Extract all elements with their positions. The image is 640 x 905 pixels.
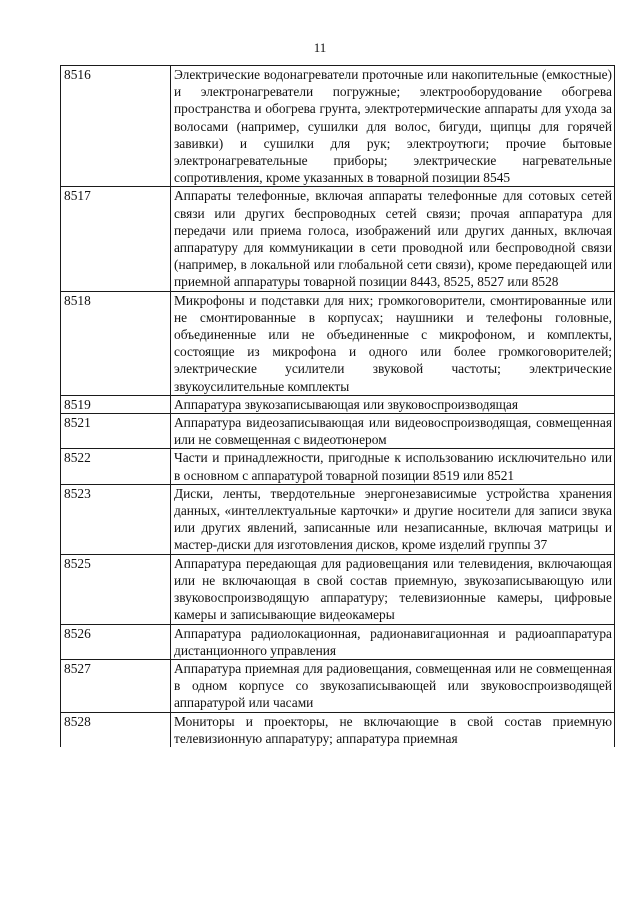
hs-code-cell: 8519: [61, 395, 171, 413]
table-row: [61, 414, 615, 449]
tnved-code-table: [60, 65, 615, 747]
hs-code-cell: 8528: [61, 712, 171, 747]
table-row: [61, 291, 615, 395]
table-row: [61, 624, 615, 659]
description-cell: Аппаратура приемная для радиовещания, совмещенная или не совмещенная в одном корпусе со звукозаписывающей или звуковоспроизводящей аппаратурой или часами: [171, 659, 615, 712]
description-cell: Диски, ленты, твердотельные энергонезависимые устройства хранения данных, «интеллектуальные карточки» и другие носители для записи звука или других явлений, записанные или незаписанные, включая матрицы и мастер-диски для изготовления дисков, кроме изделий группы 37: [171, 484, 615, 554]
description-cell: Мониторы и проекторы, не включающие в свой состав приемную телевизионную аппаратуру; аппаратура приемная: [171, 712, 615, 747]
hs-code-cell: 8518: [61, 291, 171, 395]
hs-code-cell: 8523: [61, 484, 171, 554]
description-cell: Аппаратура радиолокационная, радионавигационная и радиоаппаратура дистанционного управления: [171, 624, 615, 659]
table-row: [61, 187, 615, 291]
hs-code-cell: 8527: [61, 659, 171, 712]
page-number: 11: [313, 40, 327, 55]
table-row: [61, 659, 615, 712]
description-cell: Части и принадлежности, пригодные к использованию исключительно или в основном с аппаратурой товарной позиции 8519 или 8521: [171, 449, 615, 484]
hs-code-cell: 8526: [61, 624, 171, 659]
description-cell: Аппаратура видеозаписывающая или видеовоспроизводящая, совмещенная или не совмещенная с видеотюнером: [171, 414, 615, 449]
table-row: [61, 395, 615, 413]
table-row: [61, 484, 615, 554]
description-cell: Аппараты телефонные, включая аппараты телефонные для сотовых сетей связи или других беспроводных сетей связи; прочая аппаратура для передачи или приема голоса, изображений или других данных, включая аппаратуру для коммуникации в сети проводной или беспроводной связи (например, в локальной или глобальной сети связи), кроме передающей или приемной аппаратуры товарной позиции 8443, 8525, 8527 или 8528: [171, 187, 615, 291]
hs-code-cell: 8525: [61, 554, 171, 624]
table-row: [61, 449, 615, 484]
hs-code-cell: 8521: [61, 414, 171, 449]
description-cell: Аппаратура звукозаписывающая или звуковоспроизводящая: [171, 395, 615, 413]
hs-code-cell: 8522: [61, 449, 171, 484]
table-row: [61, 66, 615, 187]
description-cell: Аппаратура передающая для радиовещания или телевидения, включающая или не включающая в свой состав приемную, звукозаписывающую или звуковоспроизводящую аппаратуру; телевизионные камеры, цифровые камеры и записывающие видеокамеры: [171, 554, 615, 624]
hs-code-cell: 8517: [61, 187, 171, 291]
description-cell: Микрофоны и подставки для них; громкоговорители, смонтированные или не смонтированные в корпусах; наушники и телефоны головные, объединенные или не объединенные с микрофоном, и комплекты, состоящие из микрофона и одного или более громкоговорителей; электрические усилители звуковой частоты; электрические звукоусилительные комплекты: [171, 291, 615, 395]
table-row: [61, 554, 615, 624]
hs-code-cell: 8516: [61, 66, 171, 187]
description-cell: Электрические водонагреватели проточные или накопительные (емкостные) и электронагреватели погружные; электрооборудование обогрева пространства и обогрева грунта, электротермические аппараты для ухода за волосами (например, сушилки для волос, бигуди, щипцы для горячей завивки) и сушилки для рук; электроутюги; прочие бытовые электронагревательные приборы; электрические нагревательные сопротивления, кроме указанных в товарной позиции 8545: [171, 66, 615, 187]
table-row: [61, 712, 615, 747]
